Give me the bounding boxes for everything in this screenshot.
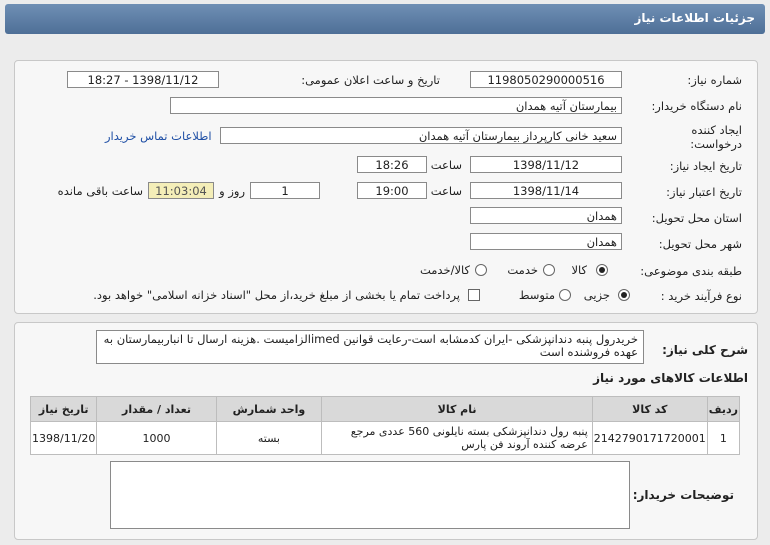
col-date: تاریخ نیاز [31, 397, 97, 422]
delivery-province-label: استان محل تحویل: [651, 211, 742, 225]
process-radio-minor[interactable] [618, 289, 630, 301]
page-header [5, 4, 765, 34]
cell-name: پنبه رول دندانپزشکی بسته نایلونی 560 عددی مرجع عرضه کننده آروند فن پارس [322, 422, 592, 455]
col-name: نام کالا [322, 397, 592, 422]
col-unit: واحد شمارش [216, 397, 322, 422]
announce-datetime-label: تاریخ و ساعت اعلان عمومی: [301, 73, 440, 87]
buyer-notes-label: توضیحات خریدار: [632, 488, 734, 502]
category-option-goods: کالا [571, 263, 587, 277]
cell-code: 2142790171720001 [592, 422, 707, 455]
days-label: روز و [219, 184, 245, 198]
creator-field: سعید خانی کارپرداز بیمارستان آتیه همدان [220, 127, 622, 144]
buyer-org-label: نام دستگاه خریدار: [651, 99, 742, 113]
process-radio-medium[interactable] [559, 289, 571, 301]
summary-label: شرح کلی نیاز: [662, 343, 748, 357]
category-radio-goods-service[interactable] [475, 264, 487, 276]
need-number-label: شماره نیاز: [687, 73, 742, 87]
delivery-city-label: شهر محل تحویل: [658, 237, 742, 251]
creator-label: ایجاد کننده درخواست: [690, 123, 742, 151]
page-title: جزئیات اطلاعات نیاز [634, 11, 755, 25]
col-row: ردیف [707, 397, 739, 422]
col-code: کد کالا [592, 397, 707, 422]
category-radio-service[interactable] [543, 264, 555, 276]
delivery-city-field: همدان [470, 233, 622, 250]
items-table-header [31, 397, 740, 422]
remaining-days-field: 1 [250, 182, 320, 199]
validity-date-label: تاریخ اعتبار نیاز: [666, 185, 742, 199]
buyer-notes-text [110, 461, 630, 529]
need-number-field: 1198050290000516 [470, 71, 622, 88]
process-option-medium: متوسط [518, 288, 555, 302]
category-option-goods-service: کالا/خدمت [419, 263, 470, 277]
cell-unit: بسته [216, 422, 322, 455]
validity-date-field: 1398/11/14 [470, 182, 622, 199]
cell-row: 1 [707, 422, 739, 455]
summary-text: خریدرول پنبه دندانپزشکی -ایران کدمشابه است-رعایت قوانین imedالزامیست .هزینه ارسال تا انباربیمارستان به عهده فروشنده است [96, 330, 644, 364]
items-title: اطلاعات کالاهای مورد نیاز [593, 371, 748, 385]
category-option-service: خدمت [507, 263, 538, 277]
process-type-label: نوع فرآیند خرید : [660, 289, 742, 303]
cell-qty: 1000 [97, 422, 216, 455]
validity-time-label: ساعت [430, 184, 462, 198]
process-option-minor: جزیی [583, 288, 610, 302]
category-label: طبقه بندی موضوعی: [640, 264, 742, 278]
validity-time-field: 19:00 [357, 182, 427, 199]
remaining-time-label: ساعت باقی مانده [57, 184, 143, 198]
cell-date: 1398/11/20 [31, 422, 97, 455]
created-time-label: ساعت [430, 158, 462, 172]
remaining-time-field: 11:03:04 [148, 182, 214, 199]
buyer-org-field: بیمارستان آتیه همدان [170, 97, 622, 114]
items-table [30, 396, 740, 455]
treasury-payment-checkbox[interactable] [468, 289, 480, 301]
delivery-province-field: همدان [470, 207, 622, 224]
buyer-contact-link[interactable]: اطلاعات تماس خریدار [105, 129, 212, 143]
table-row [31, 422, 740, 455]
treasury-payment-note: پرداخت تمام یا بخشی از مبلغ خرید،از محل "اسناد خزانه اسلامی" خواهد بود. [93, 288, 460, 302]
created-time-field: 18:26 [357, 156, 427, 173]
created-date-field: 1398/11/12 [470, 156, 622, 173]
col-qty: تعداد / مقدار [97, 397, 216, 422]
announce-datetime-field: 1398/11/12 - 18:27 [67, 71, 219, 88]
category-radio-goods[interactable] [596, 264, 608, 276]
created-date-label: تاریخ ایجاد نیاز: [669, 159, 742, 173]
